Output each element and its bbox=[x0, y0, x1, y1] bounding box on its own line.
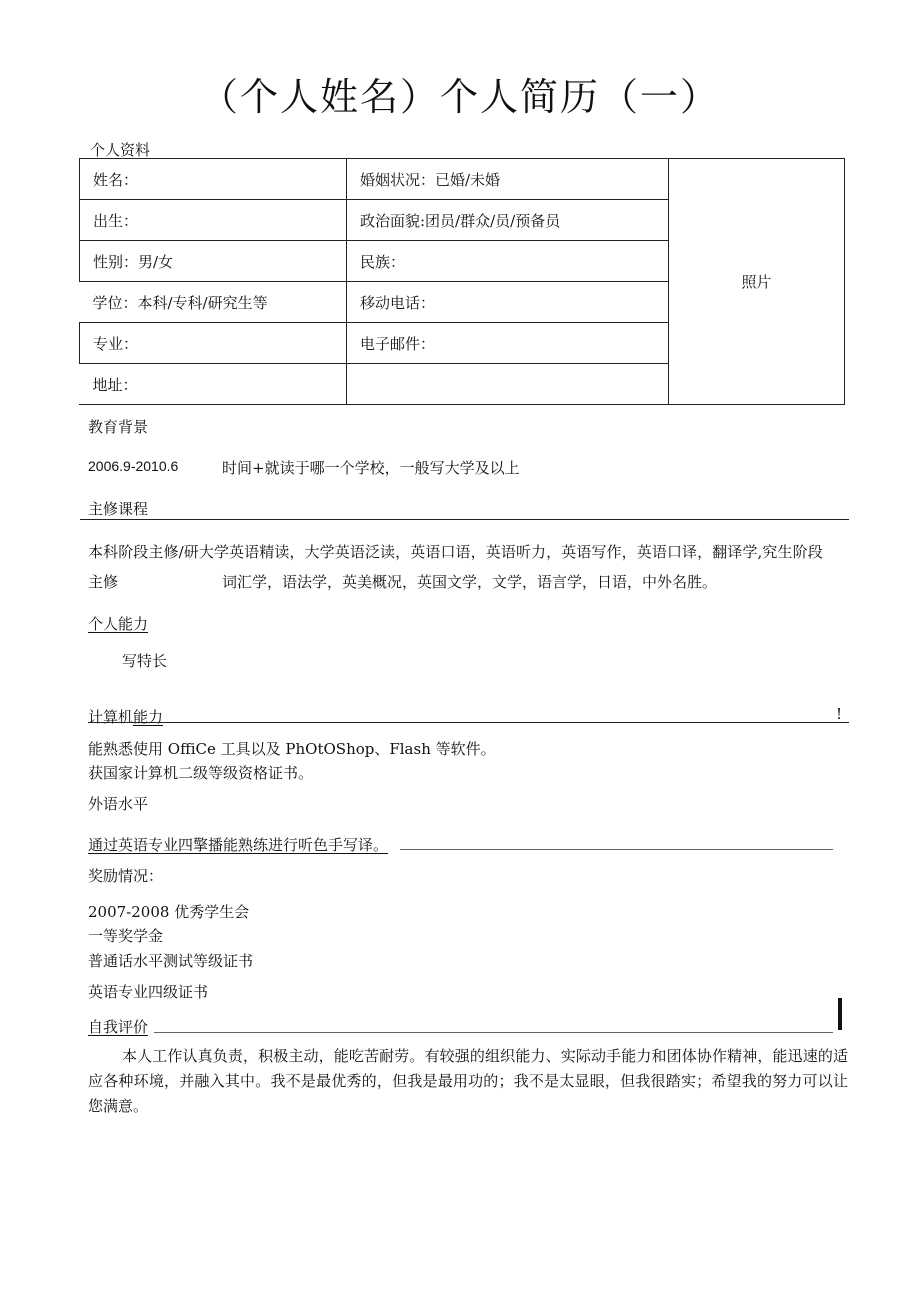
major-cell: 专业： bbox=[80, 323, 347, 364]
award-item: 普通话水平测试等级证书 bbox=[88, 952, 254, 970]
birth-cell: 出生： bbox=[80, 200, 347, 241]
ethnicity-cell: 民族： bbox=[347, 241, 669, 282]
awards-heading: 奖励情况： bbox=[88, 867, 164, 885]
courses-line-1: 本科阶段主修/研大学英语精读，大学英语泛读，英语口语，英语听力，英语写作，英语口译，翻译学,究生阶段 bbox=[88, 543, 823, 561]
award-item: 一等奖学金 bbox=[88, 927, 164, 945]
education-heading: 教育背景 bbox=[88, 418, 149, 436]
email-cell: 电子邮件： bbox=[347, 323, 669, 364]
name-cell: 姓名： bbox=[80, 159, 347, 200]
computer-line-2: 获国家计算机二级等级资格证书。 bbox=[88, 764, 314, 782]
education-period: 2006.9-2010.6 bbox=[88, 458, 179, 474]
computer-mark: ! bbox=[836, 705, 843, 723]
degree-cell: 学位：本科/专科/研究生等 bbox=[80, 282, 347, 323]
computer-heading-plain: 计算机 bbox=[88, 708, 134, 726]
courses-line-2-text: 词汇学，语法学，英美概况，英国文学，文学，语言学，日语，中外名胜。 bbox=[222, 573, 718, 591]
address-cell: 地址： bbox=[80, 364, 347, 405]
language-heading: 外语水平 bbox=[88, 795, 149, 813]
page-title: （个人姓名）个人简历（一） bbox=[199, 75, 720, 119]
education-description: 时间+就读于哪一个学校，一般写大学及以上 bbox=[222, 459, 520, 477]
gender-cell: 性别：男/女 bbox=[80, 241, 347, 282]
political-cell: 政治面貌:团员/群众/员/预备员 bbox=[347, 200, 669, 241]
mobile-cell: 移动电话： bbox=[347, 282, 669, 323]
computer-heading bbox=[88, 706, 163, 727]
award-item: 英语专业四级证书 bbox=[88, 983, 209, 1001]
language-rule bbox=[400, 849, 833, 850]
personal-info-heading: 个人资料 bbox=[90, 141, 151, 159]
table-bottom-rule bbox=[79, 404, 845, 405]
personal-info-table bbox=[79, 158, 845, 405]
courses-rule bbox=[80, 519, 849, 520]
address-extra-cell bbox=[347, 364, 669, 405]
award-item: 2007-2008 优秀学生会 bbox=[88, 903, 250, 921]
ability-heading: 个人能力 bbox=[88, 615, 149, 633]
computer-line-1: 能熟悉使用 OffiCe 工具以及 PhOtOShop、Flash 等软件。 bbox=[88, 740, 496, 758]
photo-label: 照片 bbox=[741, 273, 772, 291]
ability-text: 写特长 bbox=[122, 652, 168, 670]
self-eval-heading: 自我评价 bbox=[88, 1018, 149, 1036]
language-text: 通过英语专业四擎播能熟练进行听色手写译。 bbox=[88, 836, 389, 854]
marital-cell: 婚姻状况：已婚/未婚 bbox=[347, 159, 669, 200]
self-eval-rule bbox=[154, 1032, 833, 1033]
computer-rule bbox=[88, 722, 849, 723]
computer-heading-underlined: 能力 bbox=[133, 708, 164, 726]
margin-bar bbox=[838, 998, 842, 1030]
self-eval-text: 本人工作认真负责，积极主动，能吃苦耐劳。有较强的组织能力、实际动手能力和团体协作精神，能迅速的适应各种环境，并融入其中。我不是最优秀的，但我是最用功的；我不是太显眼，但我很踏实；希望我的努力可以让您满意。 bbox=[88, 1047, 848, 1115]
photo-cell bbox=[669, 159, 845, 405]
courses-heading: 主修课程 bbox=[88, 500, 149, 518]
courses-line-2-label: 主修 bbox=[88, 573, 119, 591]
